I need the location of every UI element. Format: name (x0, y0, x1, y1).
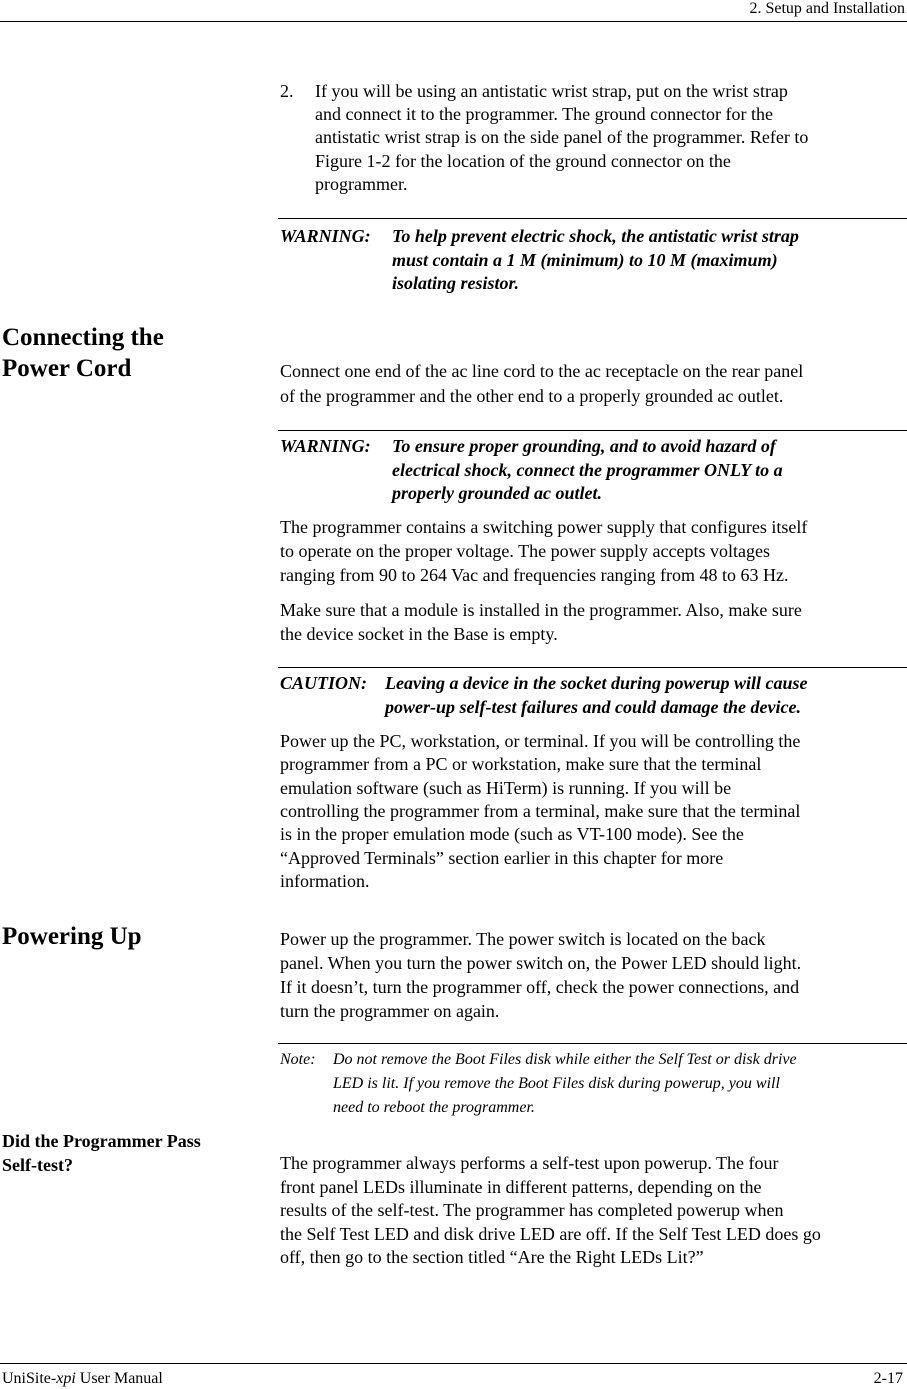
step-number: 2. (280, 81, 294, 101)
body-line: Power up the PC, workstation, or terminal. If you will be controlling the (280, 731, 801, 751)
body-line: the Self Test LED and disk drive LED are off. If the Self Test LED does go (280, 1223, 821, 1244)
body-line: information. (280, 870, 370, 891)
body-line: The programmer always performs a self-test upon powerup. The four (280, 1153, 779, 1173)
body-line: ranging from 90 to 264 Vac and frequencies ranging from 48 to 63 Hz. (280, 565, 789, 585)
header-rule (0, 21, 907, 22)
body-line: “Approved Terminals” section earlier in this chapter for more (280, 847, 724, 868)
step-text-line: programmer. (315, 173, 408, 194)
body-line: programmer from a PC or workstation, make sure that the terminal (280, 754, 762, 775)
note-line: Do not remove the Boot Files disk while either the Self Test or disk drive (333, 1051, 797, 1068)
section-rule (278, 1043, 907, 1044)
manual-name: UniSite- (2, 1370, 57, 1387)
body-line: front panel LEDs illuminate in different patterns, depending on the (280, 1176, 762, 1197)
note-line: need to reboot the programmer. (333, 1099, 535, 1116)
body-line: panel. When you turn the power switch on, the Power LED should light. (280, 953, 802, 973)
warning-line: electrical shock, connect the programmer ONLY to a (392, 459, 783, 480)
caution-label: CAUTION: (280, 673, 368, 693)
step-text-line: and connect it to the programmer. The ground connector for the (315, 104, 774, 125)
section-rule (278, 218, 907, 219)
body-line: turn the programmer on again. (280, 1001, 500, 1021)
running-header: 2. Setup and Installation (749, 0, 905, 17)
manual-suffix: User Manual (75, 1370, 163, 1387)
body-line: Power up the programmer. The power switch is located on the back (280, 929, 766, 949)
subsection-heading: Self-test? (2, 1155, 73, 1175)
manual-name-italic: xpi (56, 1370, 76, 1387)
note-label: Note: (280, 1051, 316, 1068)
warning-label: WARNING: (280, 226, 371, 246)
warning-line: To help prevent electric shock, the antistatic wrist strap (392, 226, 799, 246)
warning-line: properly grounded ac outlet. (392, 483, 602, 503)
footer-manual-title (2, 1369, 163, 1389)
body-line: emulation software (such as HiTerm) is running. If you will be (280, 777, 732, 798)
caution-line: power-up self-test failures and could damage the device. (385, 696, 801, 717)
step-text-line: If you will be using an antistatic wrist strap, put on the wrist strap (315, 81, 788, 101)
warning-line: isolating resistor. (392, 273, 520, 293)
body-line: is in the proper emulation mode (such as VT-100 mode). See the (280, 824, 744, 845)
warning-line: To ensure proper grounding, and to avoid hazard of (392, 436, 776, 456)
section-heading: Connecting the (2, 324, 164, 351)
body-line: the device socket in the Base is empty. (280, 624, 558, 644)
body-line: Make sure that a module is installed in the programmer. Also, make sure (280, 600, 802, 620)
subsection-heading: Did the Programmer Pass (2, 1131, 201, 1151)
warning-line: must contain a 1 M (minimum) to 10 M (maximum) (392, 249, 778, 270)
step-text-line: antistatic wrist strap is on the side panel of the programmer. Refer to (315, 127, 809, 148)
body-line: controlling the programmer from a terminal, make sure that the terminal (280, 800, 801, 821)
section-rule (278, 667, 907, 668)
page-number: 2-17 (873, 1370, 903, 1387)
section-heading: Power Cord (2, 355, 132, 382)
footer-rule (0, 1363, 907, 1364)
body-line: If it doesn’t, turn the programmer off, check the power connections, and (280, 977, 800, 997)
section-rule (278, 430, 907, 431)
caution-line: Leaving a device in the socket during powerup will cause (385, 673, 808, 693)
body-line: results of the self-test. The programmer has completed powerup when (280, 1200, 784, 1220)
body-line: off, then go to the section titled “Are the Right LEDs Lit?” (280, 1247, 704, 1267)
body-line: of the programmer and the other end to a properly grounded ac outlet. (280, 386, 784, 406)
body-line: Connect one end of the ac line cord to the ac receptacle on the rear panel (280, 361, 804, 381)
note-line: LED is lit. If you remove the Boot Files disk during powerup, you will (333, 1075, 780, 1092)
step-text-line: Figure 1-2 for the location of the ground connector on the (315, 150, 731, 171)
section-heading: Powering Up (2, 923, 142, 950)
warning-label: WARNING: (280, 436, 371, 456)
body-line: The programmer contains a switching power supply that configures itself (280, 517, 808, 537)
body-line: to operate on the proper voltage. The power supply accepts voltages (280, 541, 771, 561)
